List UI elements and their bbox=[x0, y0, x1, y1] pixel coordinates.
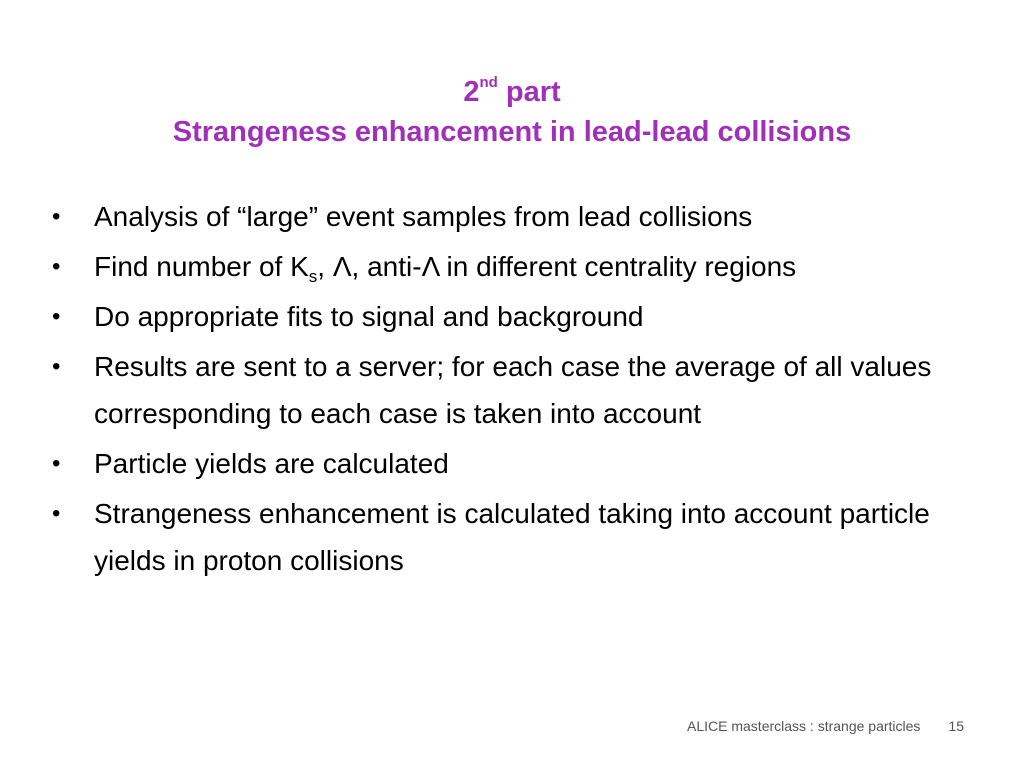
bullet-dot-icon: • bbox=[52, 253, 61, 280]
bullet-item bbox=[52, 490, 982, 584]
bullet-dot-icon: • bbox=[52, 303, 61, 330]
bullet-list bbox=[52, 193, 982, 587]
title-part-word: part bbox=[497, 76, 561, 108]
bullet-text: Do appropriate fits to signal and background bbox=[94, 301, 644, 332]
bullet-item bbox=[52, 293, 982, 340]
slide-footer bbox=[0, 718, 964, 734]
title-ordinal-suffix: nd bbox=[479, 74, 498, 91]
bullet-item bbox=[52, 243, 982, 290]
bullet-item bbox=[52, 193, 982, 240]
bullet-subscript: s bbox=[308, 267, 318, 286]
bullet-text: Particle yields are calculated bbox=[94, 448, 449, 479]
bullet-text: Analysis of “large” event samples from lead collisions bbox=[94, 201, 753, 232]
bullet-item bbox=[52, 440, 982, 487]
bullet-dot-icon: • bbox=[52, 203, 61, 230]
title-number: 2 bbox=[463, 76, 480, 108]
bullet-text: Results are sent to a server; for each case the average of all values corresponding to each case is taken into account bbox=[94, 351, 932, 429]
page-number: 15 bbox=[948, 718, 964, 734]
title-line-1 bbox=[0, 72, 1024, 112]
bullet-dot-icon: • bbox=[52, 500, 61, 527]
bullet-dot-icon: • bbox=[52, 450, 61, 477]
title-line-2: Strangeness enhancement in lead-lead collisions bbox=[172, 116, 852, 148]
bullet-text-pre: Find number of K bbox=[94, 251, 309, 282]
bullet-text-post: , Λ, anti-Λ in different centrality regions bbox=[317, 251, 797, 282]
bullet-item bbox=[52, 343, 982, 437]
footer-text: ALICE masterclass : strange particles bbox=[687, 718, 921, 734]
bullet-dot-icon: • bbox=[52, 353, 61, 380]
bullet-text: Strangeness enhancement is calculated taking into account particle yields in proton collisions bbox=[94, 498, 930, 576]
slide-title bbox=[0, 72, 1024, 152]
